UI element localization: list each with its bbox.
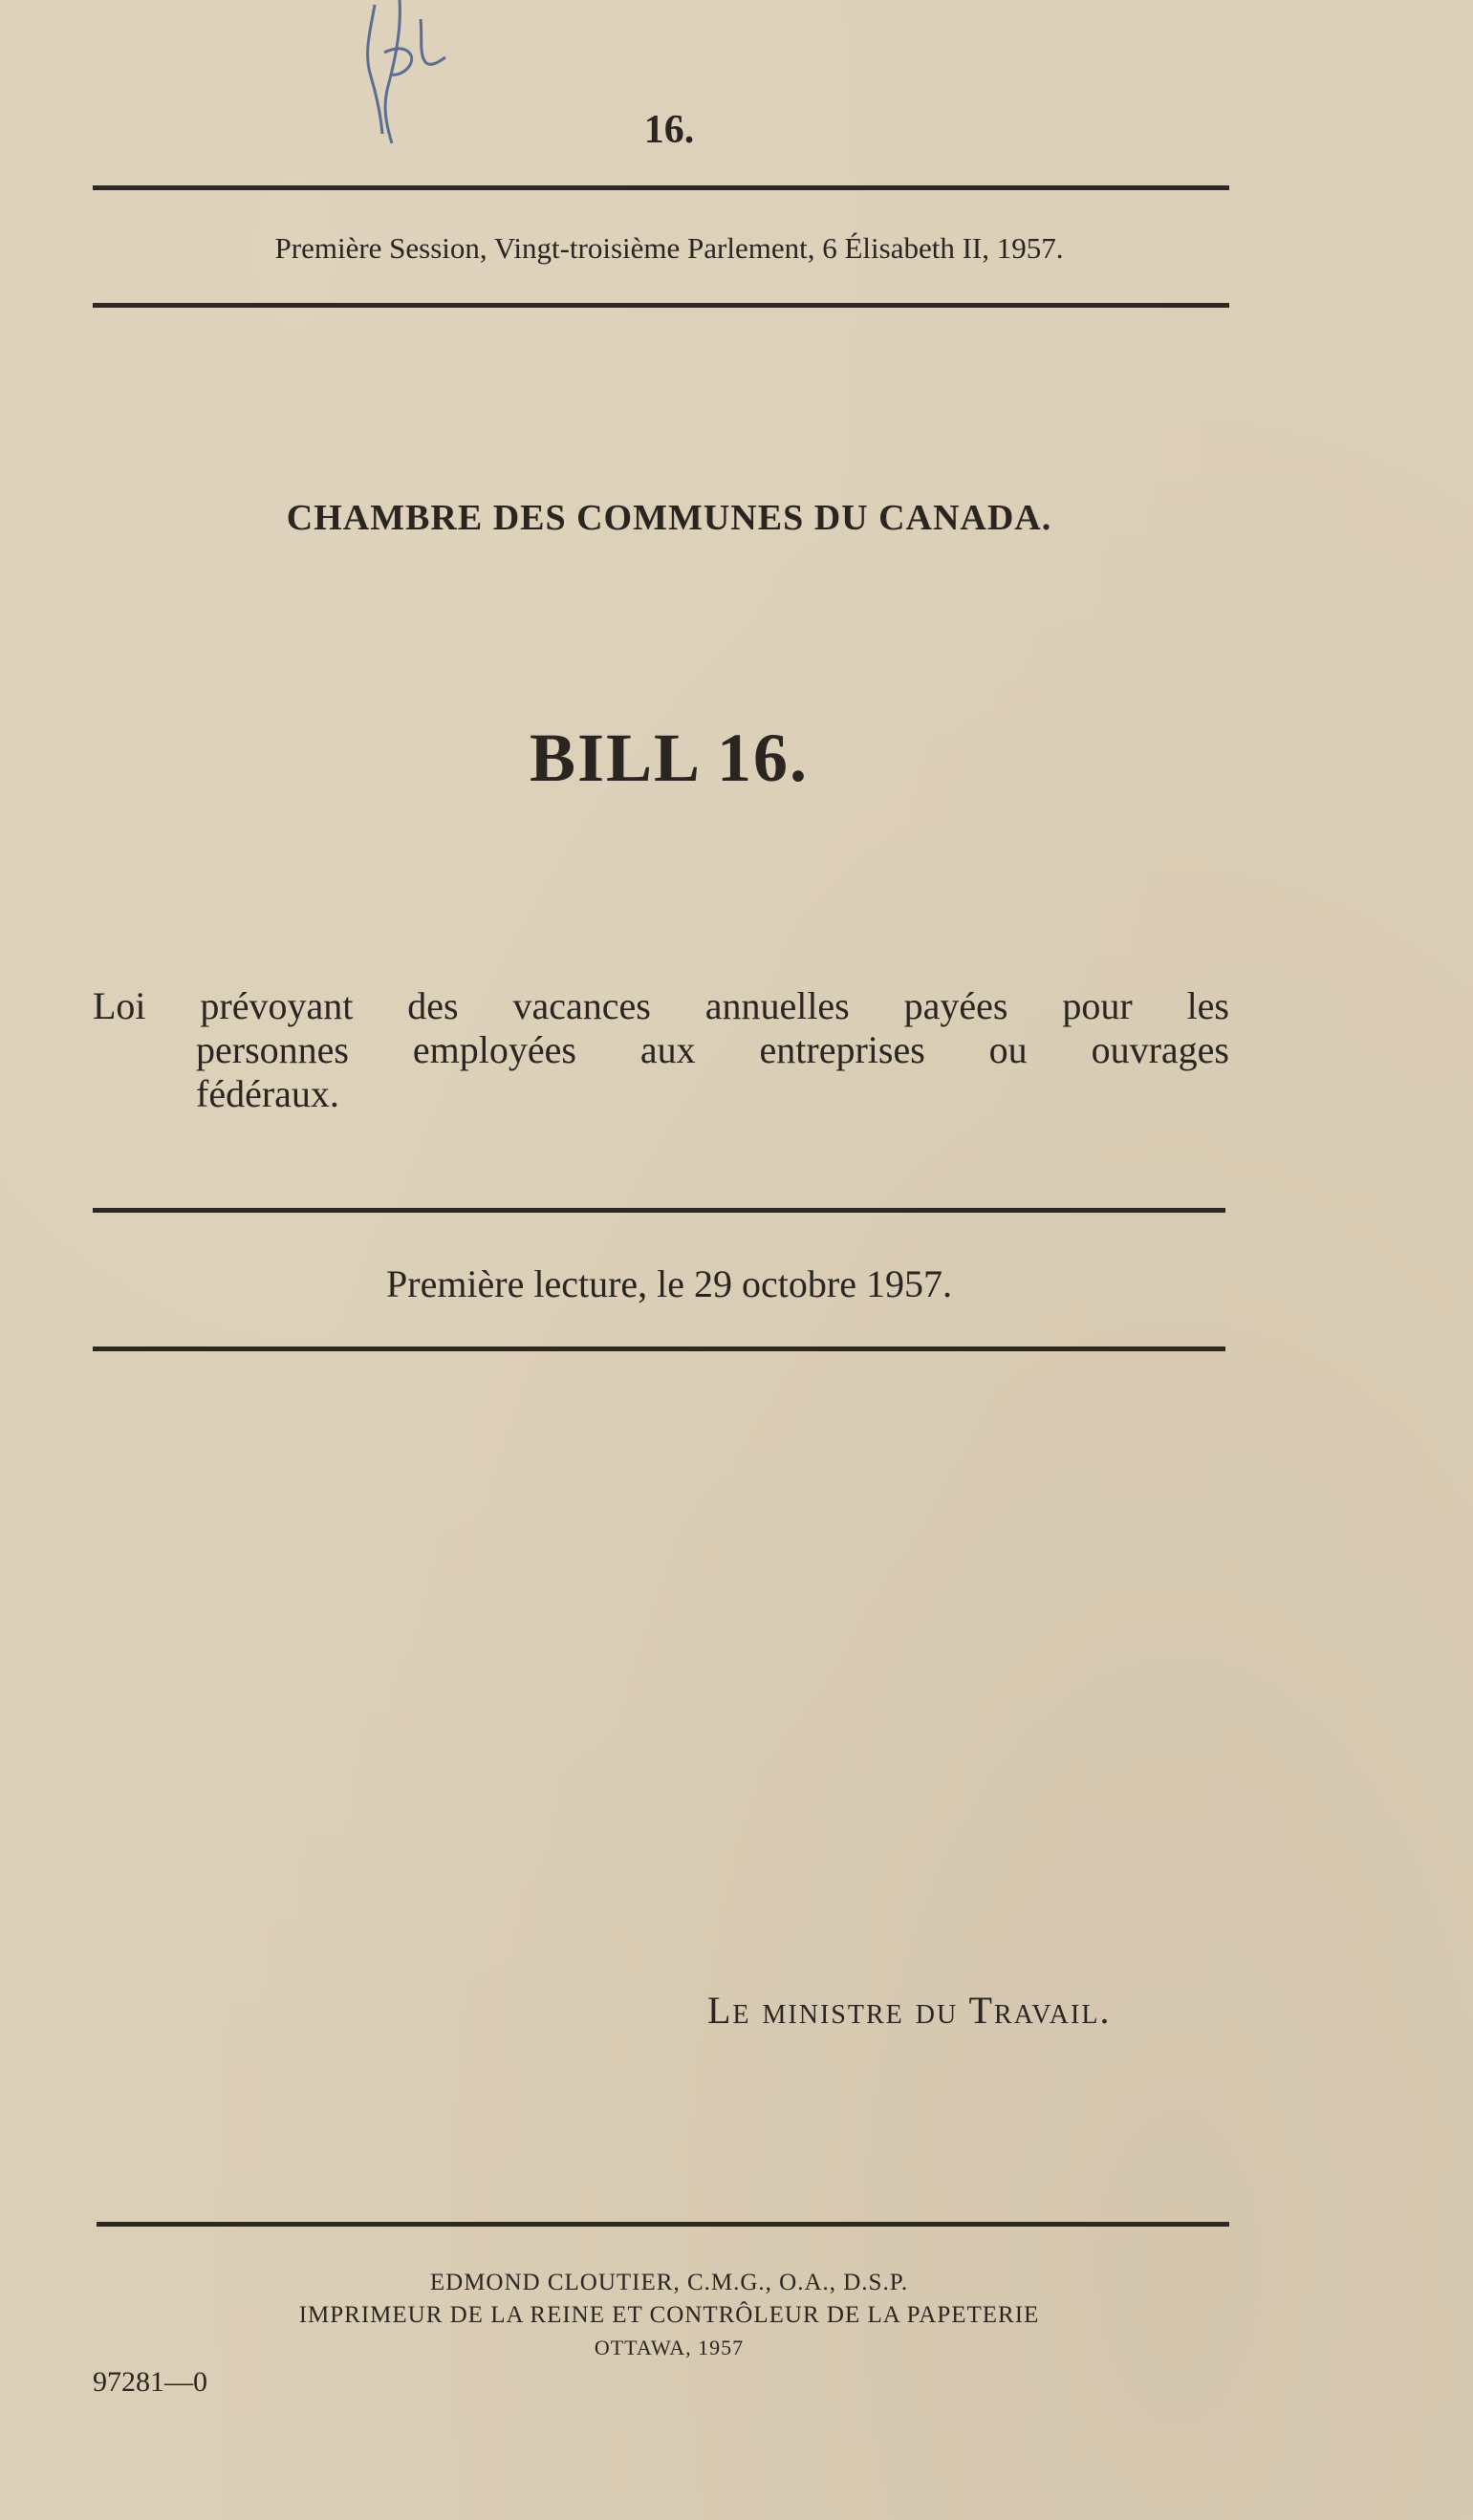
divider-rule: [93, 185, 1229, 190]
summary-line: Loi prévoyant des vacances annuelles payées pour les: [93, 984, 1229, 1027]
printer-name: EDMOND CLOUTIER, C.M.G., O.A., D.S.P.: [429, 2270, 909, 2295]
chamber-heading: CHAMBRE DES COMMUNES DU CANADA.: [286, 498, 1052, 538]
bill-summary: [93, 984, 1229, 1116]
printer-title: IMPRIMEUR DE LA REINE ET CONTRÔLEUR DE LA PAPETERIE: [298, 2302, 1040, 2328]
summary-line: fédéraux.: [196, 1072, 339, 1115]
divider-rule: [93, 1346, 1225, 1351]
printer-imprint: [0, 2267, 1338, 2364]
session-line: Première Session, Vingt-troisième Parlement, 6 Élisabeth II, 1957.: [274, 231, 1064, 265]
printer-location: OTTAWA, 1957: [594, 2336, 745, 2359]
bill-title: BILL 16.: [529, 720, 810, 796]
divider-rule: [93, 1208, 1225, 1213]
document-code: 97281—0: [93, 2366, 207, 2398]
minister-signature: Le ministre du Travail.: [707, 1989, 1112, 2032]
first-reading-date: Première lecture, le 29 octobre 1957.: [386, 1262, 952, 1305]
divider-rule: [93, 303, 1229, 308]
summary-line: personnes employées aux entreprises ou ouvrages: [196, 1028, 1229, 1071]
bill-number: 16.: [643, 108, 695, 152]
divider-rule: [97, 2222, 1229, 2227]
